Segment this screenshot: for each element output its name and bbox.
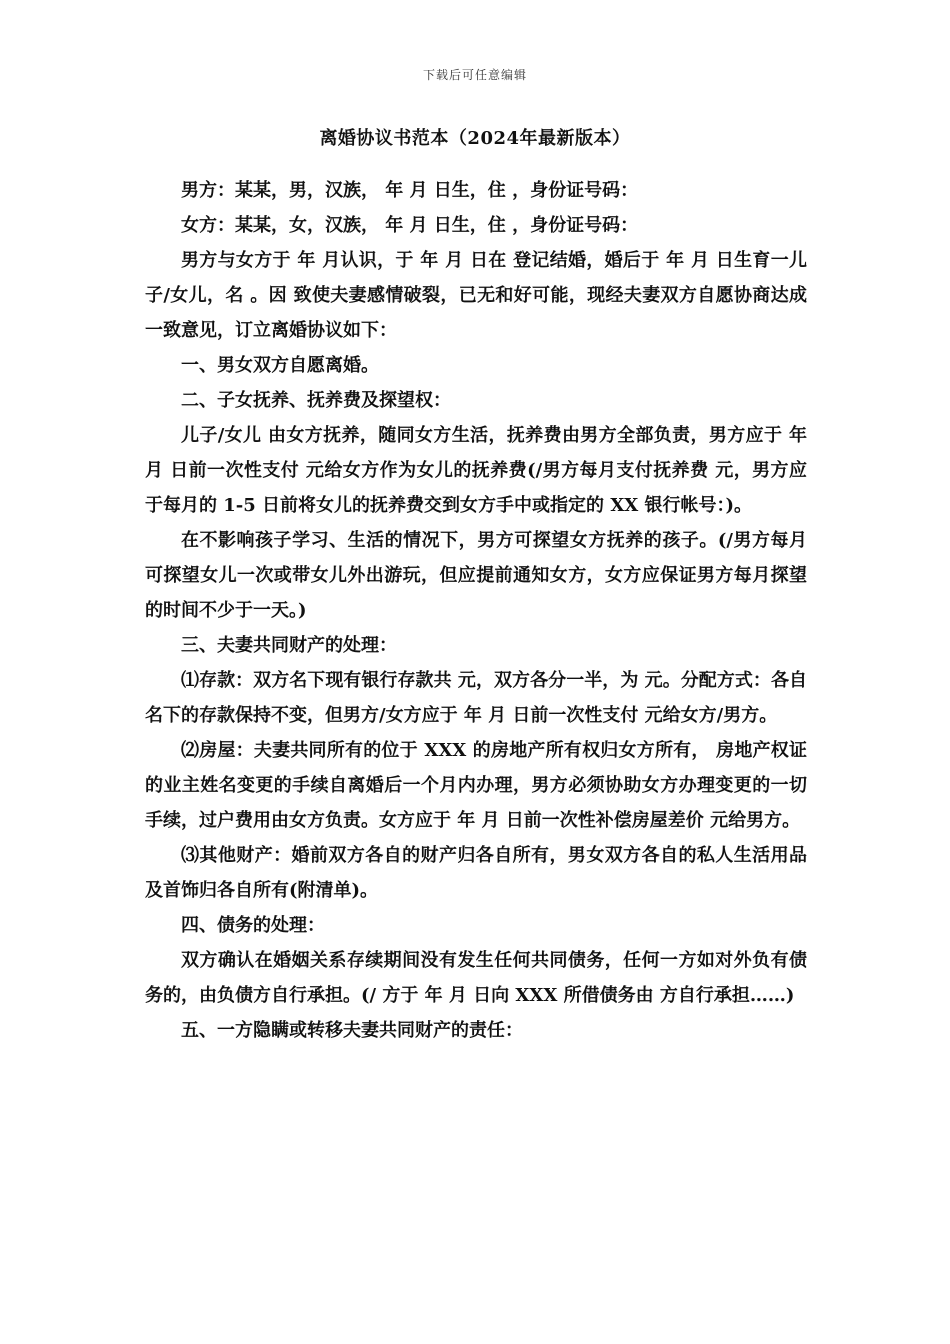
- header-note: 下载后可任意编辑: [422, 68, 527, 82]
- property-paragraph: ⑵房屋：夫妻共同所有的位于 XXX 的房地产所有权归女方所有， 房地产权证的业主姓名变更的手续自离婚后一个月内办理，男方必须协助女方办理变更的一切手续，过户费用由女方负责。女方应于 年 月 日前一次性补偿房屋差价 元给男方。: [145, 740, 807, 831]
- party-male: 男方：某某，男，汉族， 年 月 日生，住 ，身份证号码：: [181, 180, 639, 201]
- clause-5-heading: 五、一方隐瞒或转移夫妻共同财产的责任：: [181, 1020, 523, 1041]
- document-title: 离婚协议书范本（2024年最新版本）: [319, 128, 631, 149]
- marriage-background: 男方与女方于 年 月认识，于 年 月 日在 登记结婚，婚后于 年 月 日生育一儿子/女儿，名 。因 致使夫妻感情破裂，已无和好可能，现经夫妻双方自愿协商达成一致意见，订立离婚协议如下：: [145, 250, 807, 341]
- visitation-paragraph: 在不影响孩子学习、生活的情况下，男方可探望女方抚养的孩子。(/男方每月可探望女儿一次或带女儿外出游玩，但应提前通知女方，女方应保证男方每月探望的时间不少于一天。): [145, 530, 807, 621]
- clause-1-heading: 一、男女双方自愿离婚。: [181, 355, 379, 376]
- other-property-paragraph: ⑶其他财产：婚前双方各自的财产归各自所有，男女双方各自的私人生活用品及首饰归各自所有(附清单)。: [145, 845, 807, 901]
- document-body: [145, 173, 807, 1048]
- clause-3-heading: 三、夫妻共同财产的处理：: [181, 635, 397, 656]
- clause-4-heading: 四、债务的处理：: [181, 915, 325, 936]
- debt-paragraph: 双方确认在婚姻关系存续期间没有发生任何共同债务，任何一方如对外负有债务的，由负债方自行承担。(/ 方于 年 月 日向 XXX 所借债务由 方自行承担……): [145, 950, 807, 1006]
- child-custody-paragraph: 儿子/女儿 由女方抚养，随同女方生活，抚养费由男方全部负责，男方应于 年 月 日前一次性支付 元给女方作为女儿的抚养费(/男方每月支付抚养费 元，男方应于每月的 1-5 日前将女儿的抚养费交到女方手中或指定的 XX 银行帐号：)。: [145, 425, 807, 516]
- deposit-paragraph: ⑴存款：双方名下现有银行存款共 元，双方各分一半，为 元。分配方式：各自名下的存款保持不变，但男方/女方应于 年 月 日前一次性支付 元给女方/男方。: [145, 670, 807, 726]
- clause-2-heading: 二、子女抚养、抚养费及探望权：: [181, 390, 451, 411]
- party-female: 女方：某某，女，汉族， 年 月 日生，住 ，身份证号码：: [181, 215, 639, 236]
